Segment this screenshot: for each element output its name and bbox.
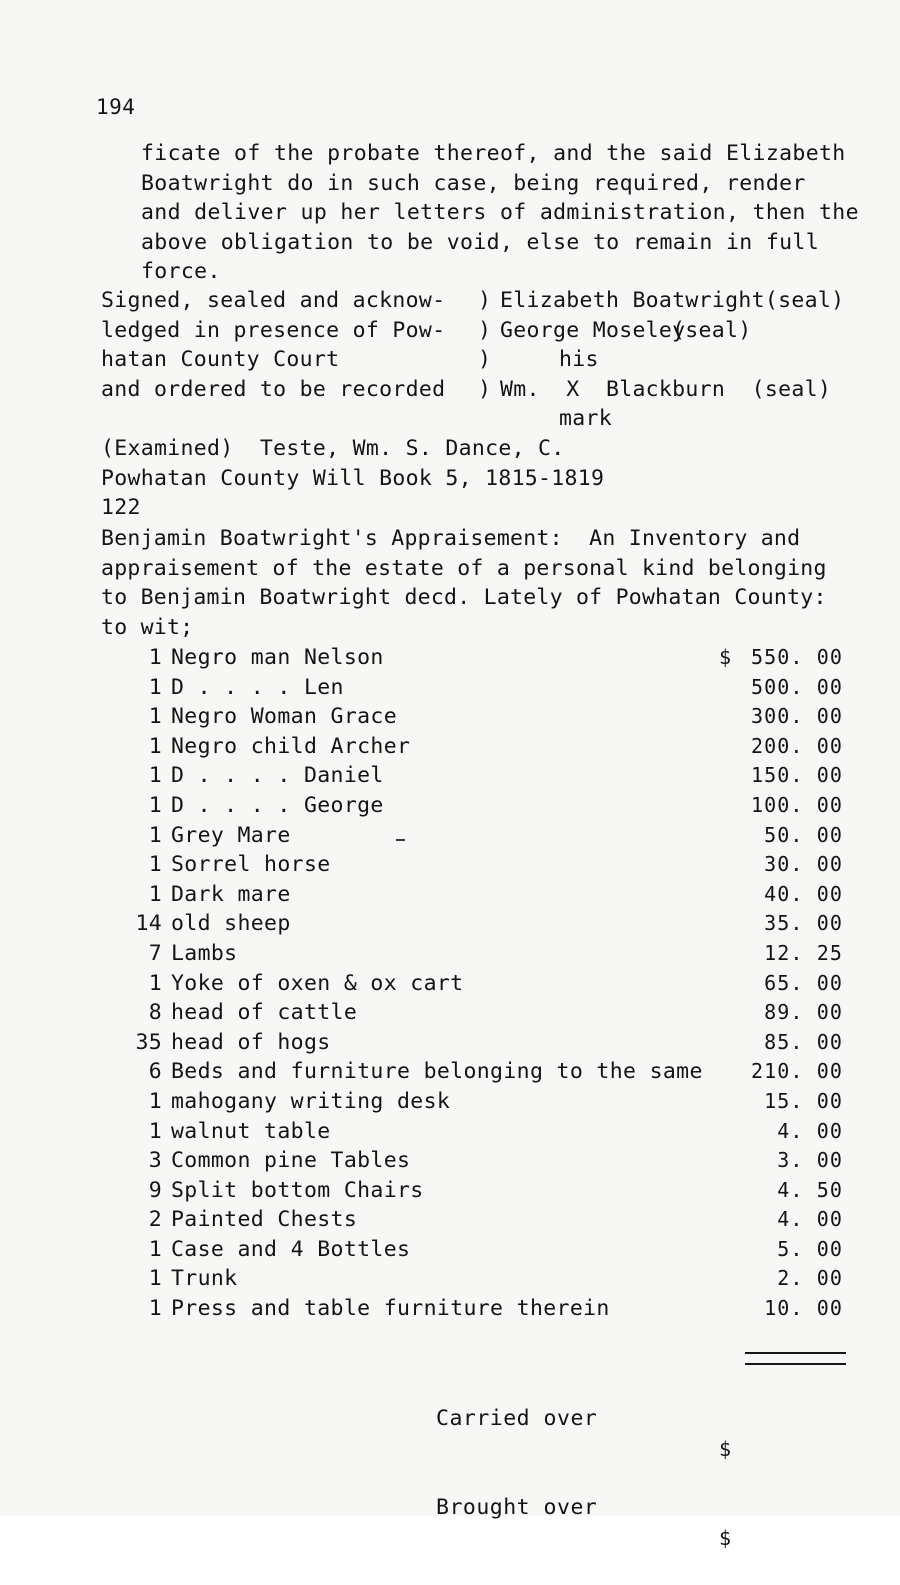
signature-row-left-text: and ordered to be recorded — [101, 376, 446, 402]
inventory-row — [101, 909, 861, 939]
inventory-amount: 15. 00 — [764, 1088, 843, 1113]
inventory-description: Case and 4 Bottles — [171, 1236, 411, 1262]
prose-paragraph — [141, 139, 859, 287]
signature-row-left-text: hatan County Court — [101, 347, 340, 373]
inventory-row — [101, 998, 861, 1028]
inventory-amount: 4. 50 — [777, 1177, 843, 1202]
inventory-description: Grey Mare — [171, 822, 291, 848]
signature-row-brace: ) — [478, 317, 492, 343]
inventory-row — [101, 1176, 861, 1206]
inventory-quantity: 1 — [148, 1296, 162, 1322]
inventory-description: D . . . . George — [171, 792, 384, 818]
carried-over-label: Carried over — [436, 1406, 598, 1431]
carried-over-currency: $ — [719, 1437, 732, 1461]
inventory-description: Beds and furniture belonging to the same — [171, 1059, 703, 1085]
signature-row-signer: George Moseley — [500, 317, 686, 343]
inventory-row — [101, 880, 861, 910]
inventory-quantity: 7 — [148, 940, 162, 966]
inventory-quantity: 6 — [148, 1059, 162, 1085]
inventory-row — [101, 969, 861, 999]
inventory-quantity: 1 — [148, 674, 162, 700]
inventory-quantity: 1 — [148, 822, 162, 848]
tail-line: 122 — [101, 495, 141, 521]
inventory-row — [101, 1028, 861, 1058]
inventory-quantity: 1 — [148, 881, 162, 907]
inventory-amount: 30. 00 — [764, 852, 843, 877]
inventory-row — [101, 939, 861, 969]
prose-line: above obligation to be void, else to remain in full — [141, 229, 819, 255]
tail-line: Powhatan County Will Book 5, 1815-1819 — [101, 465, 605, 491]
inventory-description: D . . . . Len — [171, 674, 344, 700]
inventory-amount: 3. 00 — [777, 1148, 843, 1173]
inventory-description: Negro child Archer — [171, 733, 411, 759]
inventory-quantity: 1 — [148, 1236, 162, 1262]
carried-over-row — [101, 1372, 861, 1461]
inventory-amount: 12. 25 — [764, 940, 843, 965]
inventory-row — [101, 702, 861, 732]
prose-line: ficate of the probate thereof, and the said Elizabeth — [141, 141, 846, 166]
inventory-description: Sorrel horse — [171, 852, 331, 878]
signature-row-seal: (seal) — [672, 317, 752, 343]
inventory-quantity: 1 — [148, 1118, 162, 1144]
signature-row-brace: ) — [478, 347, 492, 373]
inventory-description: Split bottom Chairs — [171, 1177, 424, 1203]
inventory-quantity: 14 — [135, 911, 162, 937]
signature-row-brace: ) — [478, 376, 492, 402]
inventory-quantity: 1 — [148, 704, 162, 730]
inventory-row — [101, 1235, 861, 1265]
tail-line: (Examined) Teste, Wm. S. Dance, C. — [101, 436, 565, 461]
inventory-quantity: 9 — [148, 1177, 162, 1203]
inventory-description: Dark mare — [171, 881, 291, 907]
inventory-description: Trunk — [171, 1266, 238, 1292]
inventory-row — [101, 761, 861, 791]
inventory-amount: 4. 00 — [777, 1118, 843, 1143]
signature-row-left-text: ledged in presence of Pow- — [101, 317, 446, 343]
signature-row-signer: Elizabeth Boatwright(seal) — [500, 288, 845, 313]
heading-line: to Benjamin Boatwright decd. Lately of Powhatan County: — [101, 585, 827, 611]
inventory-amount: 2. 00 — [777, 1266, 843, 1291]
inventory-description: walnut table — [171, 1118, 331, 1144]
brought-over-currency: $ — [719, 1526, 732, 1550]
appraisement-heading — [101, 524, 827, 642]
inventory-amount: 200. 00 — [751, 733, 843, 758]
inventory-row — [101, 1057, 861, 1087]
inventory-amount: 50. 00 — [764, 822, 843, 847]
brought-over-row — [101, 1461, 861, 1550]
signature-row-mark-annotation: mark — [559, 406, 612, 432]
signature-row-brace: ) — [478, 288, 492, 313]
inventory-amount: 300. 00 — [751, 704, 843, 729]
prose-line: force. — [141, 259, 221, 285]
inventory-quantity: 8 — [148, 1000, 162, 1026]
inventory-quantity: 35 — [135, 1029, 162, 1055]
inventory-currency-symbol: $ — [719, 645, 732, 669]
inventory-row — [101, 1264, 861, 1294]
inventory-quantity: 1 — [148, 763, 162, 789]
inventory-quantity: 1 — [148, 852, 162, 878]
inventory-amount: 150. 00 — [751, 763, 843, 788]
inventory-description: head of cattle — [171, 1000, 358, 1026]
inventory-description: Lambs — [171, 940, 238, 966]
inventory-description: Painted Chests — [171, 1207, 358, 1233]
inventory-description: old sheep — [171, 911, 291, 937]
carried-over-blank-rule — [745, 1352, 846, 1354]
inventory-row — [101, 850, 861, 880]
inventory-quantity: 1 — [148, 733, 162, 759]
inventory-description: Press and table furniture therein — [171, 1296, 610, 1322]
inventory-amount: 100. 00 — [751, 792, 843, 817]
brought-over-blank-rule — [745, 1363, 846, 1365]
brought-over-label: Brought over — [436, 1495, 598, 1520]
inventory-row — [101, 1205, 861, 1235]
inventory-quantity: 1 — [148, 792, 162, 818]
prose-line: Boatwright do in such case, being required, render — [141, 170, 806, 196]
inventory-description: Common pine Tables — [171, 1148, 411, 1174]
stray-typewriter-mark — [396, 839, 405, 841]
inventory-amount: 35. 00 — [764, 911, 843, 936]
inventory-description: Negro Woman Grace — [171, 704, 397, 730]
inventory-description: head of hogs — [171, 1029, 331, 1055]
inventory-row — [101, 1146, 861, 1176]
attestation-tail — [101, 434, 604, 523]
inventory-description: mahogany writing desk — [171, 1088, 451, 1114]
inventory-row — [101, 1117, 861, 1147]
inventory-quantity: 1 — [148, 1088, 162, 1114]
inventory-row — [101, 821, 861, 851]
inventory-amount: 40. 00 — [764, 881, 843, 906]
inventory-description: Negro man Nelson — [171, 645, 384, 670]
heading-line: Benjamin Boatwright's Appraisement: An Inventory and — [101, 526, 801, 551]
inventory-row — [101, 643, 861, 673]
inventory-amount: 500. 00 — [751, 674, 843, 699]
signature-row-mark-annotation: his — [559, 347, 599, 373]
inventory-list — [101, 643, 861, 1324]
inventory-quantity: 1 — [148, 970, 162, 996]
inventory-description: Yoke of oxen & ox cart — [171, 970, 464, 996]
inventory-amount: 89. 00 — [764, 1000, 843, 1025]
inventory-description: D . . . . Daniel — [171, 763, 384, 789]
page-folio-number: 194 — [96, 95, 136, 119]
inventory-amount: 65. 00 — [764, 970, 843, 995]
heading-line: appraisement of the estate of a personal kind belonging — [101, 555, 827, 581]
inventory-amount: 550. 00 — [751, 645, 843, 669]
inventory-row — [101, 1087, 861, 1117]
inventory-quantity: 3 — [148, 1148, 162, 1174]
inventory-row — [101, 1294, 861, 1324]
inventory-amount: 85. 00 — [764, 1029, 843, 1054]
heading-line: to wit; — [101, 614, 194, 640]
inventory-amount: 10. 00 — [764, 1296, 843, 1321]
inventory-amount: 4. 00 — [777, 1207, 843, 1232]
inventory-row — [101, 732, 861, 762]
inventory-quantity: 2 — [148, 1207, 162, 1233]
inventory-quantity: 1 — [148, 645, 162, 670]
signature-row-signer: Wm. X Blackburn (seal) — [500, 376, 832, 402]
inventory-row — [101, 673, 861, 703]
inventory-amount: 210. 00 — [751, 1059, 843, 1084]
inventory-amount: 5. 00 — [777, 1236, 843, 1261]
signature-row-left-text: Signed, sealed and acknow- — [101, 288, 446, 313]
inventory-quantity: 1 — [148, 1266, 162, 1292]
prose-line: and deliver up her letters of administration, then the — [141, 200, 859, 226]
inventory-row — [101, 791, 861, 821]
carry-forward-block — [101, 1322, 861, 1550]
